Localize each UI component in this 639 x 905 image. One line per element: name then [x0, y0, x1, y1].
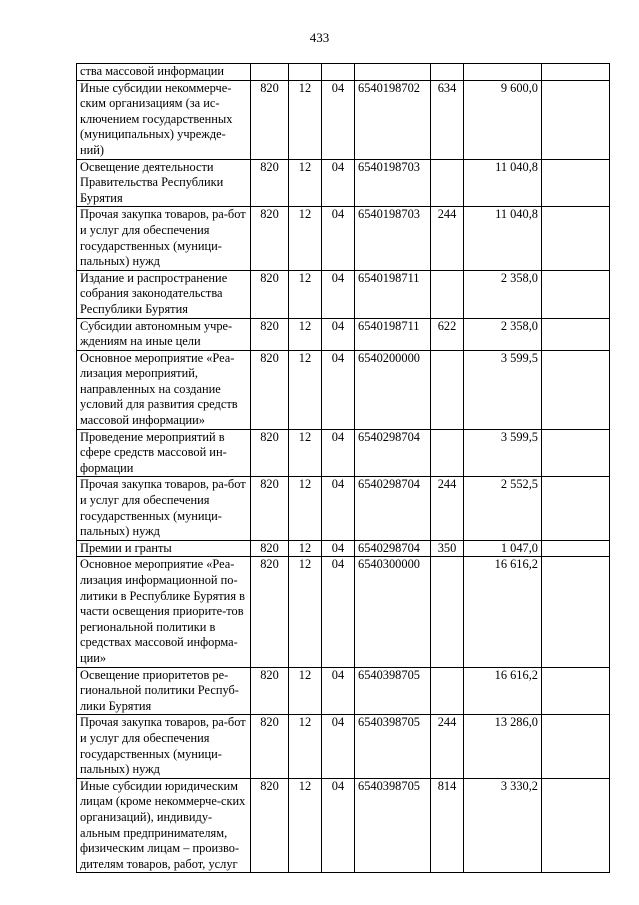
cell-extra: [542, 64, 610, 81]
cell-name: Субсидии автономным учре-ждениям на иные цели: [77, 318, 251, 350]
cell-extra: [542, 350, 610, 429]
cell-subsection-code: 04: [322, 350, 355, 429]
cell-subsection-code: 04: [322, 715, 355, 778]
cell-name: ства массовой информации: [77, 64, 251, 81]
cell-amount: 3 330,2: [464, 778, 542, 873]
cell-amount: 11 040,8: [464, 207, 542, 270]
table-row: [77, 350, 610, 429]
table-row: [77, 477, 610, 540]
cell-section-code: 12: [289, 159, 322, 207]
cell-department-code: 820: [251, 778, 289, 873]
cell-subsection-code: 04: [322, 477, 355, 540]
cell-name: Иные субсидии юридическим лицам (кроме некоммерче-ских организаций), индивиду-альным предпринимателям, физическим лицам – произво-дителям товаров, работ, услуг: [77, 778, 251, 873]
cell-amount: 3 599,5: [464, 429, 542, 477]
cell-amount: [464, 64, 542, 81]
cell-name: Прочая закупка товаров, ра-бот и услуг для обеспечения государственных (муници-пальных) нужд: [77, 207, 251, 270]
cell-section-code: 12: [289, 477, 322, 540]
cell-subsection-code: 04: [322, 557, 355, 667]
cell-name: Прочая закупка товаров, ра-бот и услуг для обеспечения государственных (муници-пальных) нужд: [77, 715, 251, 778]
cell-section-code: 12: [289, 207, 322, 270]
cell-expense-type: 350: [431, 540, 464, 557]
table-row: [77, 64, 610, 81]
cell-section-code: 12: [289, 540, 322, 557]
cell-amount: 3 599,5: [464, 350, 542, 429]
cell-target-article: 6540298704: [355, 540, 431, 557]
cell-extra: [542, 207, 610, 270]
cell-target-article: 6540298704: [355, 477, 431, 540]
cell-target-article: 6540198703: [355, 207, 431, 270]
cell-expense-type: 244: [431, 715, 464, 778]
cell-section-code: 12: [289, 429, 322, 477]
cell-target-article: [355, 64, 431, 81]
cell-section-code: 12: [289, 667, 322, 715]
cell-subsection-code: 04: [322, 207, 355, 270]
cell-expense-type: 622: [431, 318, 464, 350]
cell-target-article: 6540198703: [355, 159, 431, 207]
cell-department-code: 820: [251, 715, 289, 778]
cell-department-code: 820: [251, 80, 289, 159]
cell-department-code: 820: [251, 350, 289, 429]
cell-amount: 9 600,0: [464, 80, 542, 159]
cell-section-code: 12: [289, 350, 322, 429]
cell-expense-type: 634: [431, 80, 464, 159]
cell-expense-type: [431, 667, 464, 715]
table-row: [77, 778, 610, 873]
cell-subsection-code: 04: [322, 429, 355, 477]
cell-amount: 1 047,0: [464, 540, 542, 557]
cell-amount: 13 286,0: [464, 715, 542, 778]
cell-name: Проведение мероприятий в сфере средств массовой ин-формации: [77, 429, 251, 477]
cell-expense-type: [431, 350, 464, 429]
cell-extra: [542, 477, 610, 540]
cell-extra: [542, 667, 610, 715]
cell-name: Издание и распространение собрания законодательства Республики Бурятия: [77, 270, 251, 318]
cell-department-code: 820: [251, 429, 289, 477]
cell-expense-type: 244: [431, 207, 464, 270]
cell-expense-type: [431, 557, 464, 667]
cell-target-article: 6540398705: [355, 715, 431, 778]
cell-extra: [542, 270, 610, 318]
cell-target-article: 6540198702: [355, 80, 431, 159]
cell-subsection-code: 04: [322, 159, 355, 207]
table-row: [77, 667, 610, 715]
cell-subsection-code: 04: [322, 318, 355, 350]
cell-section-code: 12: [289, 80, 322, 159]
cell-name: Премии и гранты: [77, 540, 251, 557]
cell-name: Основное мероприятие «Реа-лизация информационной по-литики в Республике Бурятия в части освещения приорите-тов региональной политики в средствах массовой информа-ции»: [77, 557, 251, 667]
cell-extra: [542, 429, 610, 477]
cell-section-code: 12: [289, 715, 322, 778]
cell-expense-type: [431, 64, 464, 81]
cell-department-code: 820: [251, 318, 289, 350]
table-row: [77, 318, 610, 350]
cell-subsection-code: 04: [322, 80, 355, 159]
cell-extra: [542, 540, 610, 557]
table-row: [77, 429, 610, 477]
cell-name: Освещение приоритетов ре-гиональной политики Респуб-лики Бурятия: [77, 667, 251, 715]
cell-section-code: [289, 64, 322, 81]
page-number: 433: [309, 30, 330, 45]
cell-department-code: 820: [251, 207, 289, 270]
cell-extra: [542, 318, 610, 350]
cell-target-article: 6540200000: [355, 350, 431, 429]
cell-extra: [542, 778, 610, 873]
cell-section-code: 12: [289, 778, 322, 873]
table-row: [77, 80, 610, 159]
cell-target-article: 6540198711: [355, 318, 431, 350]
cell-expense-type: [431, 159, 464, 207]
table-row: [77, 540, 610, 557]
cell-amount: 16 616,2: [464, 557, 542, 667]
cell-amount: 11 040,8: [464, 159, 542, 207]
cell-department-code: 820: [251, 270, 289, 318]
cell-extra: [542, 715, 610, 778]
cell-amount: 2 358,0: [464, 270, 542, 318]
cell-expense-type: 814: [431, 778, 464, 873]
cell-extra: [542, 80, 610, 159]
cell-subsection-code: 04: [322, 667, 355, 715]
cell-department-code: 820: [251, 540, 289, 557]
cell-name: Освещение деятельности Правительства Республики Бурятия: [77, 159, 251, 207]
cell-amount: 16 616,2: [464, 667, 542, 715]
cell-subsection-code: [322, 64, 355, 81]
cell-expense-type: 244: [431, 477, 464, 540]
cell-amount: 2 552,5: [464, 477, 542, 540]
cell-target-article: 6540198711: [355, 270, 431, 318]
table-row: [77, 159, 610, 207]
cell-section-code: 12: [289, 270, 322, 318]
cell-target-article: 6540300000: [355, 557, 431, 667]
cell-subsection-code: 04: [322, 540, 355, 557]
cell-target-article: 6540398705: [355, 667, 431, 715]
cell-extra: [542, 159, 610, 207]
cell-department-code: 820: [251, 667, 289, 715]
cell-target-article: 6540398705: [355, 778, 431, 873]
cell-name: Основное мероприятие «Реа-лизация мероприятий, направленных на создание условий для развития средств массовой информации»: [77, 350, 251, 429]
cell-amount: 2 358,0: [464, 318, 542, 350]
cell-department-code: 820: [251, 159, 289, 207]
table-row: [77, 270, 610, 318]
cell-department-code: [251, 64, 289, 81]
cell-extra: [542, 557, 610, 667]
table-row: [77, 715, 610, 778]
cell-section-code: 12: [289, 318, 322, 350]
cell-name: Прочая закупка товаров, ра-бот и услуг для обеспечения государственных (муници-пальных) нужд: [77, 477, 251, 540]
cell-target-article: 6540298704: [355, 429, 431, 477]
cell-section-code: 12: [289, 557, 322, 667]
table-row: [77, 557, 610, 667]
cell-expense-type: [431, 429, 464, 477]
cell-expense-type: [431, 270, 464, 318]
cell-subsection-code: 04: [322, 270, 355, 318]
budget-table: [76, 63, 610, 873]
cell-department-code: 820: [251, 557, 289, 667]
table-body: [77, 64, 610, 873]
table-row: [77, 207, 610, 270]
cell-department-code: 820: [251, 477, 289, 540]
cell-name: Иные субсидии некоммерче-ским организациям (за ис-ключением государственных (муниципальных) учрежде-ний): [77, 80, 251, 159]
cell-subsection-code: 04: [322, 778, 355, 873]
